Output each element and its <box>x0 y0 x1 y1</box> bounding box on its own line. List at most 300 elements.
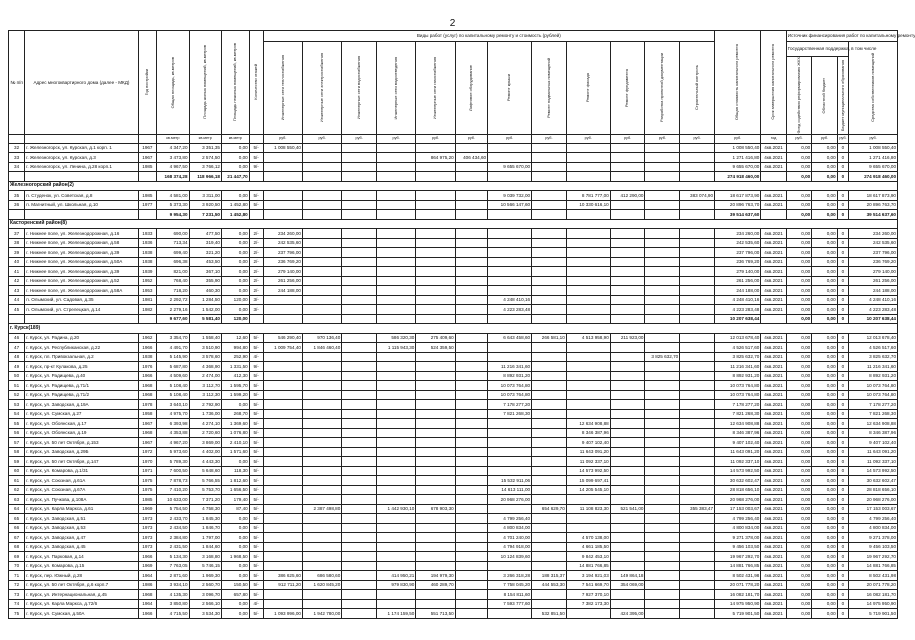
table-cell <box>302 314 341 324</box>
row-address: г. Нижнее поле, ул. Железнодорожная, д.16 <box>25 229 138 239</box>
table-cell <box>249 314 263 324</box>
table-cell: 0,00 <box>812 371 837 381</box>
work-cost-cell <box>645 476 680 486</box>
table-cell <box>680 210 715 220</box>
table-cell: 1 968,50 <box>221 552 249 562</box>
work-cost-cell <box>302 362 341 372</box>
work-cost-cell <box>302 561 341 571</box>
table-row <box>9 514 898 524</box>
work-cost-cell <box>566 495 610 505</box>
table-cell: 0 <box>837 286 849 296</box>
table-cell: 5 145,90 <box>157 352 189 362</box>
work-cost-cell <box>645 267 680 277</box>
work-cost-cell <box>342 248 377 258</box>
row-number: 71 <box>9 571 25 581</box>
total-cost-cell: 7 178 277,20 <box>715 400 761 410</box>
table-cell: 5/- <box>249 542 263 552</box>
work-cost-cell <box>455 609 487 619</box>
work-cost-cell <box>377 286 416 296</box>
work-cost-cell: 406 434,60 <box>455 153 487 163</box>
work-cost-cell <box>342 590 377 600</box>
work-cost-cell <box>532 295 567 305</box>
work-cost-cell <box>610 523 645 533</box>
table-cell: 0 <box>837 561 849 571</box>
row-number: 52 <box>9 390 25 400</box>
table-cell: 0,00 <box>812 381 837 391</box>
table-cell: 3 168,80 <box>189 552 221 562</box>
table-cell: 3 766,12 <box>189 162 221 172</box>
table-cell <box>645 172 680 182</box>
work-cost-cell <box>680 400 715 410</box>
total-cost-cell: 8 346 387,96 <box>715 428 761 438</box>
deadline-cell: 4кв.2021 <box>761 295 786 305</box>
table-row <box>9 561 898 571</box>
total-cost-cell: 9 456 103,50 <box>715 542 761 552</box>
work-cost-cell: 524 359,50 <box>416 343 455 353</box>
work-cost-cell <box>680 571 715 581</box>
table-cell: 1985 <box>138 495 157 505</box>
table-cell: 0,00 <box>786 495 811 505</box>
row-number: 67 <box>9 533 25 543</box>
table-cell: 0,00 <box>221 267 249 277</box>
col-num-header: № п/п <box>9 31 25 135</box>
work-cost-cell: 8 154 811,60 <box>488 590 532 600</box>
work-cost-cell <box>342 381 377 391</box>
work-cost-cell <box>302 267 341 277</box>
owners-cost-cell: 8 892 931,20 <box>849 371 898 381</box>
total-cost-cell: 12 013 678,40 <box>715 333 761 343</box>
table-cell: 768,40 <box>157 276 189 286</box>
table-cell <box>263 172 302 182</box>
table-cell: 821,00 <box>157 267 189 277</box>
table-cell: 4 509,60 <box>157 371 189 381</box>
table-cell: 1972 <box>138 447 157 457</box>
work-cost-cell: 3 266 318,28 <box>488 571 532 581</box>
work-cost-cell <box>532 552 567 562</box>
table-cell: 4 347,20 <box>157 143 189 153</box>
table-cell: 0,00 <box>786 172 811 182</box>
total-cost-cell: 18 617 873,90 <box>715 191 761 201</box>
table-cell: 0,00 <box>812 191 837 201</box>
work-cost-cell <box>263 381 302 391</box>
work-cost-cell <box>416 599 455 609</box>
work-cost-cell <box>566 276 610 286</box>
table-cell: 1 656,50 <box>221 485 249 495</box>
row-address: г. Нижнее поле, ул. Железнодорожная, д.39 <box>25 267 138 277</box>
owners-cost-cell: 279 140,00 <box>849 267 898 277</box>
table-cell: 0,00 <box>812 590 837 600</box>
work-cost-cell <box>680 238 715 248</box>
table-cell: 5/- <box>249 409 263 419</box>
work-cost-cell: 970 136,40 <box>302 333 341 343</box>
table-cell: 0,00 <box>786 590 811 600</box>
table-cell: 690,00 <box>157 229 189 239</box>
work-cost-cell: 6 643 458,60 <box>488 333 532 343</box>
work-cost-cell: 244 188,00 <box>263 286 302 296</box>
table-cell: 0 <box>837 580 849 590</box>
table-cell: 39 514 637,60 <box>849 210 898 220</box>
deadline-cell: 4кв.2021 <box>761 362 786 372</box>
row-number: 60 <box>9 466 25 476</box>
table-cell: 5/- <box>249 571 263 581</box>
table-cell: 0 <box>837 333 849 343</box>
table-row <box>9 466 898 476</box>
table-row <box>9 153 898 163</box>
table-cell: 3 112,30 <box>189 390 221 400</box>
row-number: 65 <box>9 514 25 524</box>
table-cell: 2/- <box>249 257 263 267</box>
work-cost-cell: 11 216 341,60 <box>488 362 532 372</box>
work-cost-cell <box>566 514 610 524</box>
table-cell: 1 845,30 <box>189 514 221 524</box>
work-cost-cell <box>342 238 377 248</box>
work-cost-cell <box>455 191 487 201</box>
work-cost-cell: 14 205 545,10 <box>566 485 610 495</box>
work-cost-cell <box>377 542 416 552</box>
work-cost-cell <box>455 447 487 457</box>
work-cost-cell <box>455 276 487 286</box>
work-cost-cell <box>455 248 487 258</box>
table-cell: 2 474,00 <box>189 371 221 381</box>
table-cell: 0 <box>837 162 849 172</box>
table-cell: 0,00 <box>812 542 837 552</box>
work-cost-cell <box>610 343 645 353</box>
work-cost-cell <box>610 248 645 258</box>
table-cell: 0,00 <box>786 162 811 172</box>
work-cost-cell <box>455 362 487 372</box>
work-cost-cell <box>610 362 645 372</box>
work-cost-cell <box>377 305 416 315</box>
row-address: г. Курск, ул. Радина, д.20 <box>25 333 138 343</box>
work-cost-cell <box>566 381 610 391</box>
work-cost-cell <box>680 381 715 391</box>
table-cell: 9 954,30 <box>157 210 189 220</box>
table-cell: 3/- <box>249 305 263 315</box>
work-cost-cell: 355 383,47 <box>680 504 715 514</box>
row-number: 36 <box>9 200 25 210</box>
cost-group-header: Виды работ (услуг) по капитальному ремонту и стоимость (рублей) <box>263 31 714 42</box>
work-cost-cell <box>263 438 302 448</box>
work-cost-cell <box>416 590 455 600</box>
work-cost-cell <box>342 485 377 495</box>
table-cell: 718,20 <box>157 286 189 296</box>
table-cell: 5/- <box>249 466 263 476</box>
table-cell: 0 <box>837 371 849 381</box>
table-cell: 1 812,60 <box>221 476 249 486</box>
work-header: Строительный контроль <box>693 65 699 111</box>
table-cell: 1968 <box>138 590 157 600</box>
work-cost-cell <box>302 457 341 467</box>
work-cost-cell <box>302 419 341 429</box>
work-cost-cell <box>455 514 487 524</box>
row-number: 35 <box>9 191 25 201</box>
capital-repair-table <box>8 30 915 619</box>
work-cost-cell: 7 382 173,30 <box>566 599 610 609</box>
table-cell: 0 <box>837 542 849 552</box>
table-cell: 0,00 <box>812 409 837 419</box>
owners-cost-cell: 8 502 431,98 <box>849 571 898 581</box>
table-cell: 2 792,90 <box>189 400 221 410</box>
work-cost-cell <box>377 276 416 286</box>
table-row <box>9 438 898 448</box>
work-cost-cell <box>377 438 416 448</box>
work-cost-cell <box>610 390 645 400</box>
table-cell: 39 514 637,60 <box>715 210 761 220</box>
work-cost-cell <box>455 343 487 353</box>
work-cost-cell: 279 140,00 <box>263 267 302 277</box>
row-address: г. Курск, пр-кт Кулакова, д.25 <box>25 362 138 372</box>
owners-cost-cell: 1 271 416,80 <box>849 153 898 163</box>
table-cell: 0,00 <box>221 153 249 163</box>
work-cost-cell <box>610 533 645 543</box>
work-cost-cell <box>680 162 715 172</box>
work-cost-cell <box>610 409 645 419</box>
work-cost-cell <box>342 400 377 410</box>
col-total-area-header: Общая площадь, кв.метров <box>169 56 175 108</box>
work-cost-cell <box>680 552 715 562</box>
table-cell: 0,00 <box>786 257 811 267</box>
table-cell: 5 746,15 <box>189 561 221 571</box>
owners-cost-cell: 234 260,00 <box>849 229 898 239</box>
work-cost-cell <box>566 609 610 619</box>
row-number: 53 <box>9 400 25 410</box>
work-cost-cell <box>680 362 715 372</box>
work-cost-cell <box>302 305 341 315</box>
total-cost-cell: 244 188,00 <box>715 286 761 296</box>
work-cost-cell: 4 223 283,48 <box>488 305 532 315</box>
row-number: 61 <box>9 476 25 486</box>
row-address: г. Железногорск, ул. Курская, д.3 <box>25 153 138 163</box>
work-cost-cell <box>488 257 532 267</box>
table-cell: 0,00 <box>786 343 811 353</box>
table-cell: 2 560,70 <box>189 580 221 590</box>
work-cost-cell <box>645 504 680 514</box>
table-cell: 4 368,90 <box>189 362 221 372</box>
table-body <box>9 143 898 618</box>
row-number: 62 <box>9 485 25 495</box>
work-cost-cell <box>610 352 645 362</box>
deadline-cell: 4кв.2021 <box>761 191 786 201</box>
table-cell: 5/- <box>249 561 263 571</box>
work-cost-cell: 654 629,70 <box>532 504 567 514</box>
row-address: п. Олымский, ул. Садовая, д.35 <box>25 295 138 305</box>
work-cost-cell <box>610 267 645 277</box>
table-cell: 0 <box>837 153 849 163</box>
table-cell <box>342 210 377 220</box>
table-cell: 0 <box>837 143 849 153</box>
table-cell: 150,50 <box>221 580 249 590</box>
table-cell: 0,00 <box>812 428 837 438</box>
total-cost-cell: 10 073 764,80 <box>715 381 761 391</box>
total-cost-cell: 5 719 901,50 <box>715 609 761 619</box>
table-cell: 5/- <box>249 590 263 600</box>
table-cell: 0,00 <box>786 447 811 457</box>
table-cell: 0 <box>837 466 849 476</box>
work-cost-cell <box>455 400 487 410</box>
work-cost-cell <box>302 200 341 210</box>
work-cost-cell <box>263 352 302 362</box>
work-cost-cell <box>645 276 680 286</box>
row-address: г. Курск, ул. Карла Маркса, д.72/6 <box>25 599 138 609</box>
table-cell: 5/- <box>249 457 263 467</box>
work-cost-cell <box>532 476 567 486</box>
table-cell: 1978 <box>138 400 157 410</box>
work-cost-cell <box>377 466 416 476</box>
table-cell <box>488 314 532 324</box>
table-cell: 5 753,70 <box>189 485 221 495</box>
work-cost-cell <box>488 457 532 467</box>
work-cost-cell <box>680 466 715 476</box>
table-cell: 0,00 <box>786 352 811 362</box>
row-address: г. Железногорск, ул. Ленина, д.28 корп.1 <box>25 162 138 172</box>
table-cell: 0 <box>837 381 849 391</box>
work-cost-cell <box>680 476 715 486</box>
work-cost-cell <box>610 257 645 267</box>
col-nonliving-area-header: Площадь нежилых помещений, кв.метров <box>232 43 238 122</box>
table-cell <box>9 172 25 182</box>
table-cell: 1985 <box>138 191 157 201</box>
deadline-cell: 4кв.2021 <box>761 400 786 410</box>
table-cell: 118,30 <box>221 466 249 476</box>
work-cost-cell <box>610 552 645 562</box>
work-cost-cell <box>302 533 341 543</box>
table-cell: 0,00 <box>812 210 837 220</box>
work-cost-cell: 261 256,00 <box>263 276 302 286</box>
work-cost-cell <box>488 428 532 438</box>
table-cell: 1966 <box>138 371 157 381</box>
work-cost-cell <box>645 381 680 391</box>
work-cost-cell <box>610 561 645 571</box>
work-cost-cell <box>302 590 341 600</box>
work-cost-cell <box>566 362 610 372</box>
table-cell: 0 <box>837 172 849 182</box>
table-cell: 3 311,00 <box>189 191 221 201</box>
row-address: г. Курск, пер. Южный, д.28 <box>25 571 138 581</box>
total-cost-cell: 12 634 908,88 <box>715 419 761 429</box>
table-cell: 1953 <box>138 286 157 296</box>
table-cell: 2 566,10 <box>189 599 221 609</box>
work-cost-cell <box>488 504 532 514</box>
table-cell: 7 371,20 <box>189 495 221 505</box>
owners-cost-cell: 9 407 102,40 <box>849 438 898 448</box>
table-cell: 4 715,50 <box>157 609 189 619</box>
work-cost-cell: 383 074,90 <box>680 191 715 201</box>
table-cell: 1967 <box>138 153 157 163</box>
owners-cost-cell: 261 256,00 <box>849 276 898 286</box>
table-cell: 0,00 <box>812 552 837 562</box>
table-cell: 5/- <box>249 191 263 201</box>
table-cell: 4 758,30 <box>189 504 221 514</box>
row-number: 75 <box>9 609 25 619</box>
work-cost-cell <box>645 457 680 467</box>
row-address: г. Курск, ул. Обоянская, д.19 <box>25 428 138 438</box>
row-number: 50 <box>9 371 25 381</box>
table-cell <box>302 172 341 182</box>
work-cost-cell <box>488 466 532 476</box>
table-cell: 0,00 <box>812 343 837 353</box>
table-cell: 5/- <box>249 514 263 524</box>
table-cell: 2 410,10 <box>221 438 249 448</box>
row-number: 64 <box>9 504 25 514</box>
work-cost-cell <box>645 143 680 153</box>
work-header: Ремонт подвальных помещений <box>545 57 551 118</box>
work-cost-cell <box>610 476 645 486</box>
table-cell: 2/- <box>249 229 263 239</box>
row-address: г. Курск, ул. Заводская, д.47 <box>25 533 138 543</box>
work-cost-cell <box>302 400 341 410</box>
work-cost-cell <box>302 191 341 201</box>
table-row <box>9 590 898 600</box>
table-row <box>9 419 898 429</box>
table-cell: 3 510,90 <box>189 343 221 353</box>
table-cell: 1952 <box>138 276 157 286</box>
owners-cost-cell: 4 526 517,60 <box>849 343 898 353</box>
deadline-cell: 4кв.2021 <box>761 371 786 381</box>
table-cell <box>532 314 567 324</box>
work-cost-cell <box>263 419 302 429</box>
work-header: Инженерные сети теплоснабжения <box>279 55 285 121</box>
work-cost-cell <box>263 466 302 476</box>
total-cost-cell: 19 967 292,70 <box>715 552 761 562</box>
table-cell <box>377 172 416 182</box>
work-cost-cell <box>342 343 377 353</box>
work-cost-cell <box>342 476 377 486</box>
table-cell: 453,50 <box>189 257 221 267</box>
work-cost-cell <box>532 153 567 163</box>
source-group-header: Источник финансирования работ по капитальному ремонту <box>786 31 897 42</box>
table-cell <box>761 210 786 220</box>
work-cost-cell <box>302 599 341 609</box>
table-cell <box>645 314 680 324</box>
work-cost-cell <box>342 447 377 457</box>
table-cell: 5/- <box>249 504 263 514</box>
work-cost-cell <box>645 466 680 476</box>
col-total-cost-header: Общая стоимость капитального ремонта <box>734 44 740 121</box>
total-cost-cell: 11 216 341,60 <box>715 362 761 372</box>
row-address: г. Курск, ул. 50 лет Октября, д.6 корп.7 <box>25 580 138 590</box>
table-cell: 1975 <box>138 476 157 486</box>
work-cost-cell <box>610 162 645 172</box>
table-cell: 1968 <box>138 428 157 438</box>
work-cost-cell <box>680 390 715 400</box>
work-cost-cell <box>377 599 416 609</box>
table-cell: 10 633,00 <box>157 495 189 505</box>
table-cell: 477,50 <box>189 229 221 239</box>
work-cost-cell <box>532 362 567 372</box>
owners-cost-cell: 18 617 873,90 <box>849 191 898 201</box>
table-cell: 0 <box>837 504 849 514</box>
work-cost-cell <box>302 143 341 153</box>
work-cost-cell <box>302 390 341 400</box>
work-cost-cell <box>532 590 567 600</box>
table-cell: 355,90 <box>189 276 221 286</box>
table-cell: 0,00 <box>812 267 837 277</box>
table-cell: 0,00 <box>786 580 811 590</box>
work-cost-cell <box>488 438 532 448</box>
work-cost-cell: 386 625,60 <box>263 571 302 581</box>
work-cost-cell <box>680 457 715 467</box>
work-cost-cell <box>610 419 645 429</box>
table-cell: 0,00 <box>812 276 837 286</box>
work-cost-cell: 1 008 550,40 <box>263 143 302 153</box>
table-cell: 1966 <box>138 552 157 562</box>
table-cell: 3 096,70 <box>189 590 221 600</box>
row-number: 47 <box>9 343 25 353</box>
table-cell: 0,00 <box>786 305 811 315</box>
work-cost-cell <box>342 533 377 543</box>
work-cost-cell: 586 320,30 <box>377 333 416 343</box>
table-cell: 4/- <box>249 352 263 362</box>
